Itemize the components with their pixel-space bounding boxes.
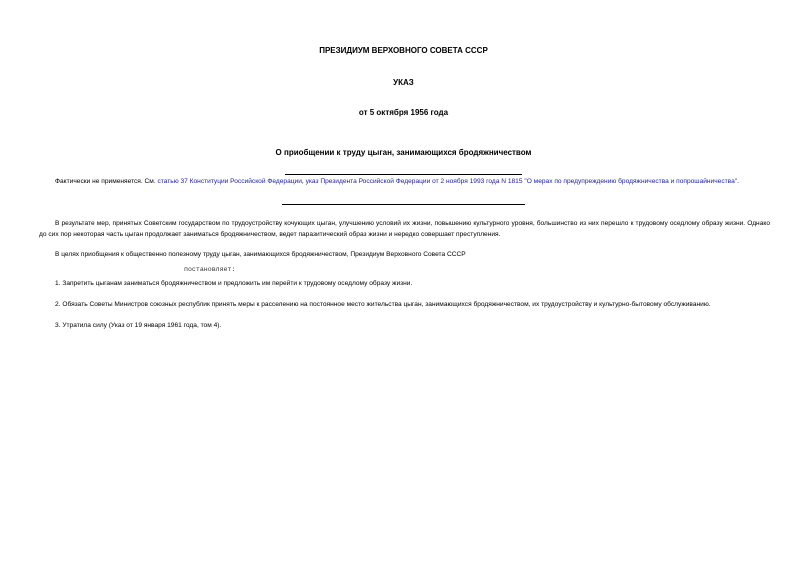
status-note — [39, 176, 770, 187]
note-top-divider — [285, 174, 522, 175]
issuer-heading: ПРЕЗИДИУМ ВЕРХОВНОГО СОВЕТА СССР — [319, 46, 488, 55]
clause-3: 3. Утратила силу (Указ от 19 января 1961 года, том 4). — [55, 322, 222, 329]
note-prefix: Фактически не применяется. См. — [55, 178, 158, 185]
resolves-word: постановляет: — [184, 266, 236, 273]
note-bottom-divider — [282, 204, 525, 205]
document-title: О приобщении к труду цыган, занимающихся бродяжничеством — [275, 148, 532, 157]
purpose-paragraph: В целях приобщения к общественно полезному труду цыган, занимающихся бродяжничеством, Президиум Верховного Совета СССР — [55, 251, 466, 258]
note-suffix: . — [737, 178, 739, 185]
document-date: от 5 октября 1956 года — [358, 108, 449, 117]
clause-1: 1. Запретить цыганам заниматься бродяжничеством и предложить им перейти к трудовому оседлому образу жизни. — [55, 280, 413, 287]
constitution-article-link[interactable]: статью 37 Конституции Российской Федерации — [157, 178, 302, 185]
presidential-decree-link[interactable]: указ Президента Российской Федерации от 2 ноября 1993 года N 1815 "О мерах по предупреждению бродяжничества и попрошайничества" — [305, 178, 738, 185]
document-type-heading: УКАЗ — [393, 78, 414, 87]
clause-2: 2. Обязать Советы Министров союзных республик принять меры к расселению на постоянное место жительства цыган, занимающихся бродяжничеством, их трудоустройству и культурно-бытовому обслуживанию. — [55, 301, 711, 308]
note-separator: , — [301, 178, 306, 185]
intro-paragraph: В результате мер, принятых Советским государством по трудоустройству кочующих цыган, улучшению условий их жизни, повышению культурного уровня, большинство из них перешло к трудовому оседлому образу жизни. Однако до сих пор некоторая часть цыган продолжает заниматься бродяжничеством, ведет паразитический образ жизни и нередко совершает преступления. — [39, 220, 770, 238]
